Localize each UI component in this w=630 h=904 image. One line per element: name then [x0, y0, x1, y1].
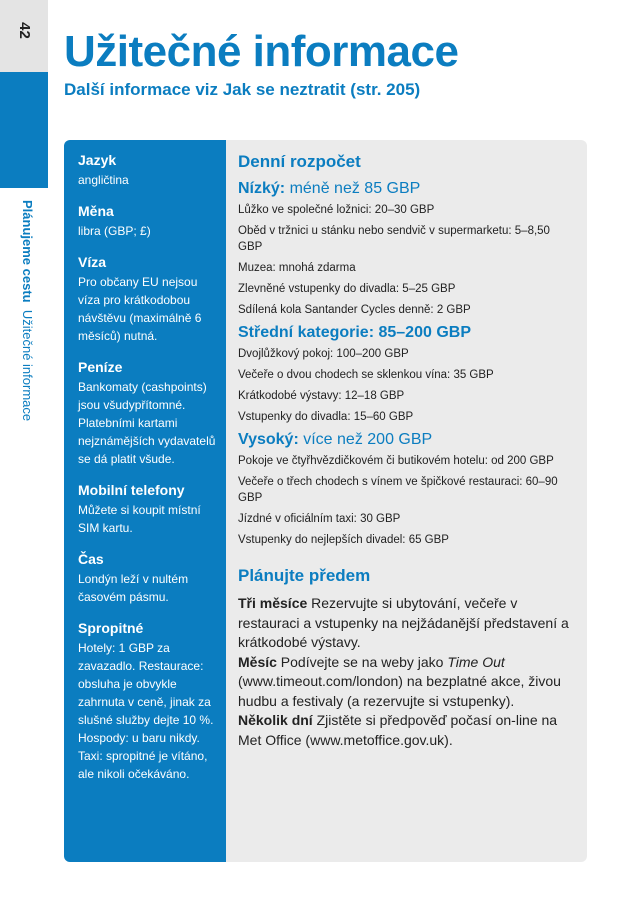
list-item: Večeře o třech chodech s vínem ve špičkové restauraci: 60–90 GBP	[238, 476, 558, 504]
list-item: Večeře o dvou chodech se sklenkou vína: 35 GBP	[238, 369, 494, 381]
list-item: Zlevněné vstupenky do divadla: 5–25 GBP	[238, 283, 456, 295]
budget-mid-heading: Střední kategorie: 85–200 GBP	[238, 324, 471, 341]
list-item: Krátkodobé výstavy: 12–18 GBP	[238, 390, 405, 402]
side-accent-bar	[0, 72, 48, 188]
info-text: Hotely: 1 GBP za zavazadlo. Restaurace: obsluha je obvykle zahrnuta v ceně, jinak za slušné služby dejte 10 %. Hospody: u baru nikdy. Taxi: spropitné je vítáno, ale nikoli očekáváno.	[78, 641, 214, 781]
plan-month: Měsíc Podívejte se na weby jako Time Out (www.timeout.com/london) na bezplatné akce, živou hudbu a festivaly (a rezervujte si vstupenky).	[238, 653, 561, 709]
page-title: Užitečné informace	[64, 27, 459, 76]
budget-low-heading: Nízký: méně než 85 GBP	[238, 180, 421, 197]
info-heading: Peníze	[78, 359, 123, 375]
plan-days: Několik dní Zjistěte si předpověď počasí on-line na Met Office (www.metoffice.gov.uk).	[238, 712, 558, 748]
info-text: libra (GBP; £)	[78, 224, 151, 238]
info-text: Bankomaty (cashpoints) jsou všudypřítomné. Platebními kartami nejznámějších vydavatelů se dá platit všude.	[78, 380, 216, 466]
info-text: Pro občany EU nejsou víza pro krátkodobou návštěvu (maximálně 6 měsíců) nutná.	[78, 275, 202, 343]
list-item: Vstupenky do divadla: 15–60 GBP	[238, 411, 414, 423]
info-section-visa	[78, 254, 216, 345]
budget-low	[238, 180, 575, 318]
info-section-language	[78, 152, 216, 189]
plan-heading: Plánujte předem	[238, 566, 371, 585]
plan-three-months: Tři měsíce Rezervujte si ubytování, večeře v restauraci a vstupenky na nejžádanější představení a krátkodobé výstavy.	[238, 595, 569, 650]
info-heading: Spropitné	[78, 620, 144, 636]
list-item: Dvojlůžkový pokoj: 100–200 GBP	[238, 348, 409, 360]
budget-panel	[226, 140, 587, 862]
list-item: Jízdné v oficiálním taxi: 30 GBP	[238, 513, 401, 525]
list-item: Pokoje ve čtyřhvězdičkovém či butikovém hotelu: od 200 GBP	[238, 455, 554, 467]
page-number: 42	[15, 22, 33, 39]
budget-high-heading: Vysoký: více než 200 GBP	[238, 431, 433, 448]
info-text: Londýn leží v nultém časovém pásmu.	[78, 572, 189, 604]
info-text: Můžete si koupit místní SIM kartu.	[78, 503, 201, 535]
list-item: Sdílená kola Santander Cycles denně: 2 GBP	[238, 304, 471, 316]
info-heading: Víza	[78, 254, 107, 270]
list-item: Vstupenky do nejlepších divadel: 65 GBP	[238, 534, 449, 546]
info-section-mobile	[78, 482, 216, 537]
page-number-box	[0, 0, 48, 72]
info-section-currency	[78, 203, 216, 240]
info-heading: Měna	[78, 203, 114, 219]
budget-heading: Denní rozpočet	[238, 152, 361, 171]
side-section-label	[20, 200, 35, 421]
budget-mid	[238, 324, 575, 425]
info-heading: Mobilní telefony	[78, 482, 185, 498]
side-label-bold: Plánujeme cestu	[20, 200, 35, 303]
page-subtitle: Další informace viz Jak se neztratit (str. 205)	[64, 80, 421, 99]
info-heading: Jazyk	[78, 152, 117, 168]
info-text: angličtina	[78, 173, 129, 187]
list-item: Oběd v tržnici u stánku nebo sendvič v supermarketu: 5–8,50 GBP	[238, 225, 550, 253]
info-section-time	[78, 551, 216, 606]
list-item: Muzea: mnohá zdarma	[238, 262, 356, 274]
info-sidebar	[64, 140, 226, 862]
info-heading: Čas	[78, 551, 104, 567]
info-section-money	[78, 359, 216, 468]
list-item: Lůžko ve společné ložnici: 20–30 GBP	[238, 204, 435, 216]
side-label-normal: Užitečné informace	[20, 309, 35, 422]
budget-high	[238, 431, 575, 548]
info-section-tipping	[78, 620, 216, 783]
